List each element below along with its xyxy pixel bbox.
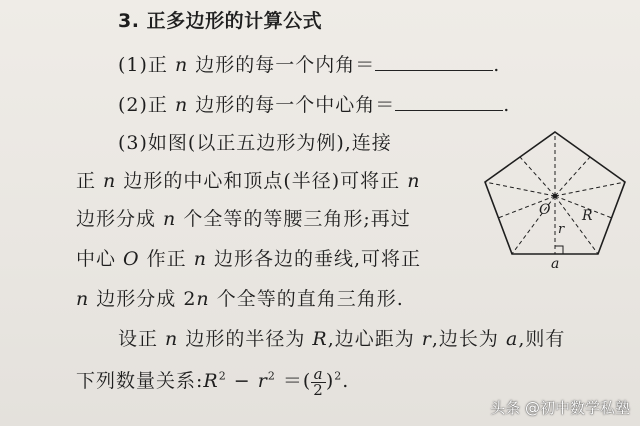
item-2: (2)正 n 边形的每一个中心角＝ . [118, 94, 511, 116]
answer-blank-1[interactable] [375, 56, 493, 71]
item-3-line-5: n 边形分成 2n 个全等的直角三角形. [76, 288, 404, 310]
label-R: R [582, 208, 593, 224]
center-point [553, 194, 557, 198]
label-O: O [539, 202, 551, 218]
relation-line-1: 设正 n 边形的半径为 R,边心距为 r,边长为 a,则有 [118, 328, 566, 350]
section-number: 3. [118, 10, 140, 32]
fraction-a-over-2: $\frac{a}{2}$ [313, 364, 324, 399]
dashed-segments [485, 132, 625, 254]
source-watermark: 头条 @初中数学私塾 [490, 399, 630, 417]
label-a: a [551, 256, 560, 268]
pentagon-figure [480, 128, 630, 268]
item-1: (1)正 n 边形的每一个内角＝ . [118, 54, 501, 76]
item-3-line-3: 边形分成 n 个全等的等腰三角形;再过 [76, 208, 411, 230]
section-title: 正多边形的计算公式 [146, 10, 323, 32]
item-3-line-1: (3)如图(以正五边形为例),连接 [118, 132, 392, 154]
item-3-line-4: 中心 O 作正 n 边形各边的垂线,可将正 [76, 248, 422, 270]
section-heading [118, 6, 322, 33]
answer-blank-2[interactable] [395, 96, 503, 111]
item-3-line-2: 正 n 边形的中心和顶点(半径)可将正 n [76, 170, 421, 192]
relation-formula: 下列数量关系$:R^2 - r^2$ ＝( $\frac{a}{2}$ )$^2$. [76, 364, 350, 399]
right-angle-mark [555, 246, 563, 254]
label-r: r [558, 222, 565, 237]
